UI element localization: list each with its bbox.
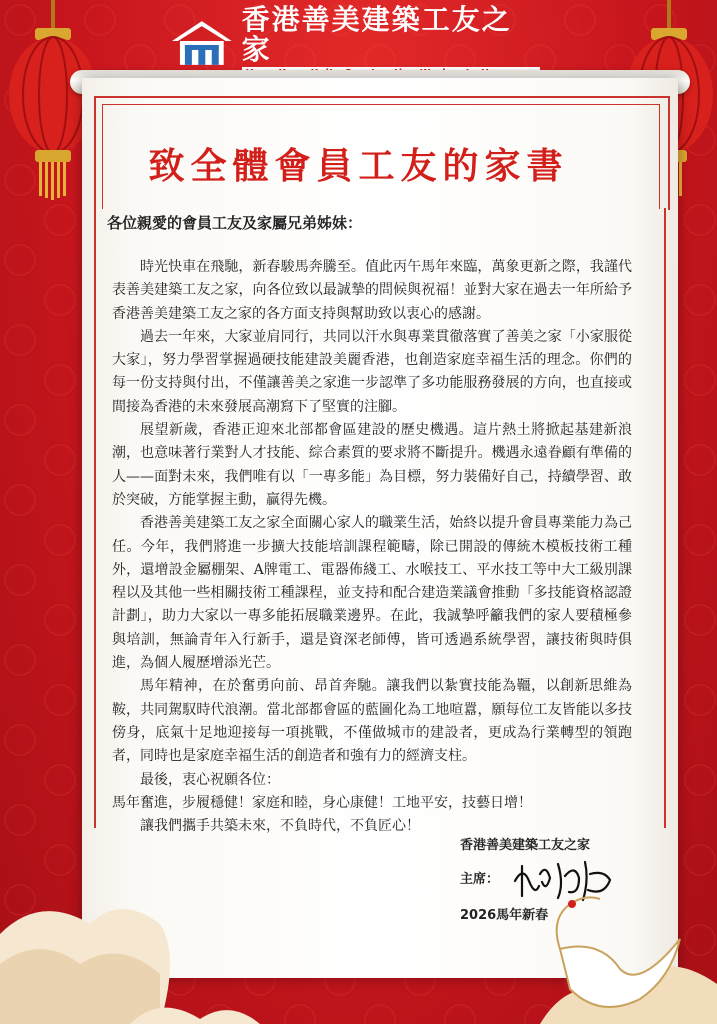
house-logo-icon: [170, 19, 234, 65]
closing-line: 讓我們攜手共築未來，不負時代，不負匠心！: [140, 818, 420, 835]
signature-date: 2026馬年新春: [460, 908, 549, 923]
organization-logo: [170, 2, 540, 70]
letter-greeting: 各位親愛的會員工友及家屬兄弟姊妹：: [107, 214, 363, 232]
paragraph: 馬年精神，在於奮勇向前、昂首奔馳。讓我們以紮實技能為韁，以創新思維為鞍，共同駕馭時代浪潮。當北部都會區的藍圖化為工地喧囂，願每位工友皆能以多技傍身，底氣十足地迎接每一項挑戰，不僅做城市的建設者，更成為行業轉型的領跑者，同時也是家庭幸福生活的創造者和強有力的經濟支柱。: [112, 678, 632, 765]
paragraph: 香港善美建築工友之家全面關心家人的職業生活，始終以提升會員專業能力為己任。今年，我們將進一步擴大技能培訓課程範疇，除已開設的傳統木模板技術工種外，還增設金屬棚架、A牌電工、電器佈綫工、水喉技工、平水技工等中大工級別課程以及其他一些相關技術工種課程，並支持和配合建造業議會推動「多技能資格認證計劃」，助力大家以一專多能拓展職業邊界。在此，我誠摯呼籲我們的家人要積極參與培訓，無論青年入行新手，還是資深老師傅，皆可透過系統學習，讓技術與時俱進，為個人履歷增添光芒。: [112, 515, 632, 672]
wish-line: 馬年奮進，步履穩健！家庭和睦，身心康健！工地平安，技藝日增！: [112, 794, 532, 811]
frame-left-line: [94, 208, 96, 828]
signature-organization: 香港善美建築工友之家: [460, 838, 591, 853]
paragraph: 過去一年來，大家並肩同行，共同以汗水與專業貫徹落實了善美之家「小家服從大家」，努力學習掌握過硬技能建設美麗香港，也創造家庭幸福生活的理念。你們的每一份支持與付出，不僅讓善美之家進一步認準了多功能服務發展的方向，也直接或間接為香港的未來發展高潮寫下了堅實的注腳。: [112, 328, 632, 415]
letter-title: 致全體會員工友的家書: [148, 145, 569, 187]
paragraph: 最後，衷心祝願各位：: [140, 771, 280, 788]
signature-chair-label: 主席：: [460, 872, 500, 887]
cloud-and-crane-decoration-icon: [0, 874, 717, 1024]
logo-chinese-name: 香港善美建築工友之家: [241, 2, 512, 66]
frame-right-line: [664, 208, 666, 828]
letter-body: [112, 256, 632, 838]
paragraph: 時光快車在飛馳，新春駿馬奔騰至。值此丙午馬年來臨，萬象更新之際，我謹代表善美建築工友之家，向各位致以最誠摯的問候與祝福！並對大家在過去一年所給予香港善美建築工友之家的各方面支持與幫助致以衷心的感謝。: [112, 259, 632, 322]
paragraph: 展望新歲，香港正迎來北部都會區建設的歷史機遇。這片熱土將掀起基建新浪潮，也意味著行業對人才技能、綜合素質的要求將不斷提升。機遇永遠眷顧有準備的人——面對未來，我們唯有以「一專多能」為目標，努力裝備好自己，持續學習、敢於突破，方能掌握主動，贏得先機。: [112, 422, 632, 508]
